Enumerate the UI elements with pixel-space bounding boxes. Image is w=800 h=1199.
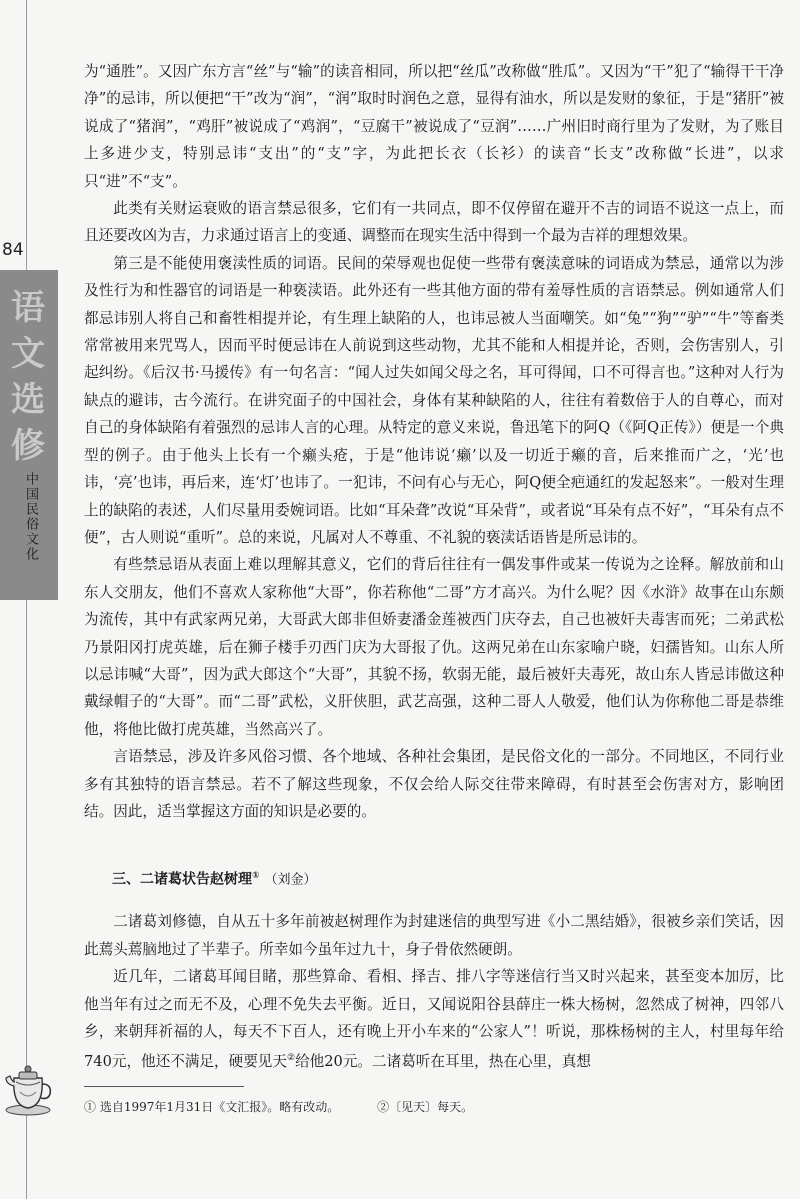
paragraph: 为“通胜”。又因广东方言“丝”与“输”的读音相同，所以把“丝瓜”改称做“胜瓜”。又因为“干”犯了“输得干干净净”的忌讳，所以便把“干”改为“润”，“润”取时时润色之意，显得有油水，所以是发财的象征，于是“猪肝”被说成了“猪润”，“鸡肝”被说成了“鸡润”，“豆腐干”被说成了“豆润”……广州旧时商行里为了发财，为了账目上多进少支，特别忌讳“支出”的“支”字，为此把长衣（长衫）的读音“长支”改称做“长进”，以求只“进”不“支”。: [84, 63, 784, 190]
paragraph: [84, 963, 784, 1075]
page-number: 84: [2, 240, 24, 260]
footnotes: [84, 1098, 784, 1115]
paragraph-text: 近几年，二诸葛耳闻目睹，那些算命、看相、择吉、排八字等迷信行当又时兴起来，甚至变本加厉，比他当年有过之而无不及，心理不免失去平衡。近日，又闻说阳谷县薛庄一株大杨树，忽然成了树神，四邻八乡，来朝拜祈福的人，每天不下百人，还有晚上开小车来的“公家人”！听说，那株杨树的主人，村里每年给740元，他还不满足，硬要见天: [84, 968, 784, 1071]
side-subtitle: 中国民俗文化: [23, 472, 38, 562]
footnote-marker: ②: [286, 1053, 296, 1064]
paragraph: 言语禁忌，涉及许多风俗习惯、各个地域、各种社会集团，是民俗文化的一部分。不同地区，不同行业多有其独特的语言禁忌。若不了解这些现象，不仅会给人际交往带来障碍，有时甚至会伤害对方，影响团结。因此，适当掌握这方面的知识是必要的。: [84, 748, 784, 820]
side-title-char: 语: [11, 288, 45, 328]
side-title-char: 文: [11, 334, 45, 374]
side-title-char: 修: [11, 426, 45, 466]
footnote-marker: ①: [252, 871, 260, 882]
teapot-icon: [2, 1048, 54, 1118]
paragraph-text: 给他20元。二诸葛听在耳里，热在心里，真想: [295, 1053, 591, 1071]
paragraph: 有些禁忌语从表面上难以理解其意义，它们的背后往往有一偶发事件或某一传说为之诠释。解放前和山东人交朋友，他们不喜欢人家称他“大哥”，你若称他“二哥”方才高兴。为什么呢？因《水浒》故事在山东颇为流传，其中有武家两兄弟，大哥武大郎非但娇妻潘金莲被西门庆夺去，自己也被奸夫毒害而死；二弟武松乃景阳冈打虎英雄，后在狮子楼手刃西门庆为大哥报了仇。这两兄弟在山东家喻户晓，妇孺皆知。山东人所以忌讳喊“大哥”，因为武大郎这个“大哥”，其貌不扬，软弱无能，最后被奸夫毒死，故山东人皆忌讳做这种戴绿帽子的“大哥”。而“二哥”武松，义肝侠胆，武艺高强，这种二哥人人敬爱，他们认为你称他二哥是恭维他，将他比做打虎英雄，当然高兴了。: [84, 556, 784, 738]
footnote-rule: [84, 1086, 244, 1087]
footnote: ① 选自1997年1月31日《文汇报》。略有改动。: [84, 1100, 340, 1114]
section-heading-text: 三、二诸葛状告赵树理: [112, 872, 252, 889]
side-title-char: 选: [11, 380, 45, 420]
section-author: （刘金）: [264, 873, 317, 889]
paragraph: 第三是不能使用褒渎性质的词语。民间的荣辱观也促使一些带有褒渎意味的词语成为禁忌，通常以为涉及性行为和性器官的词语是一种亵渎语。此外还有一些其他方面的带有羞辱性质的言语禁忌。例如通常人们都忌讳别人将自己和畜牲相提并论，有生理上缺陷的人，也讳忌被人当面嘲笑。如“兔”“狗”“驴”“牛”等畜类常常被用来咒骂人，因而平时便忌讳在人前说到这些动物，尤其不能和人相提并论，否则，会伤害别人，引起纠纷。《后汉书·马援传》有一句名言：“闻人过失如闻父母之名，耳可得闻，口不可得言也。”这种对人行为缺点的避讳，古今流行。在讲究面子的中国社会，身体有某种缺陷的人，往往有着数倍于人的自尊心，而对自己的身体缺陷有着强烈的忌讳人言的心理。从特定的意义来说，鲁迅笔下的阿Q（《阿Q正传》）便是一个典型的例子。由于他头上长有一个癞头疮，于是“他讳说‘癞’以及一切近于癞的音，后来推而广之，‘光’也讳，‘亮’也讳，再后来，连‘灯’也讳了。一犯讳，不问有心与无心，阿Q便全疤通红的发起怒来”。一般对生理上的缺陷的表述，人们尽量用委婉词语。比如“耳朵聋”改说“耳朵背”，或者说“耳朵有点不好”，“耳朵有点不便”，古人则说“重听”。总的来说，凡属对人不尊重、不礼貌的亵渎话语皆是所忌讳的。: [84, 254, 784, 546]
main-content: [84, 58, 784, 1076]
paragraph: 二诸葛刘修德，自从五十多年前被赵树理作为封建迷信的典型写进《小二黑结婚》，很被乡亲们笑话，因此蔫头蔫脑地过了半辈子。所幸如今虽年过九十，身子骨依然硬朗。: [84, 913, 784, 958]
side-title: [7, 285, 49, 469]
paragraph: 此类有关财运衰败的语言禁忌很多，它们有一共同点，即不仅停留在避开不吉的词语不说这一点上，而且还要改凶为吉，力求通过语言上的变通、调整而在现实生活中得到一个最为吉祥的理想效果。: [84, 200, 784, 245]
section-heading: [84, 863, 784, 894]
footnote: ②〔见天〕每天。: [377, 1100, 474, 1114]
